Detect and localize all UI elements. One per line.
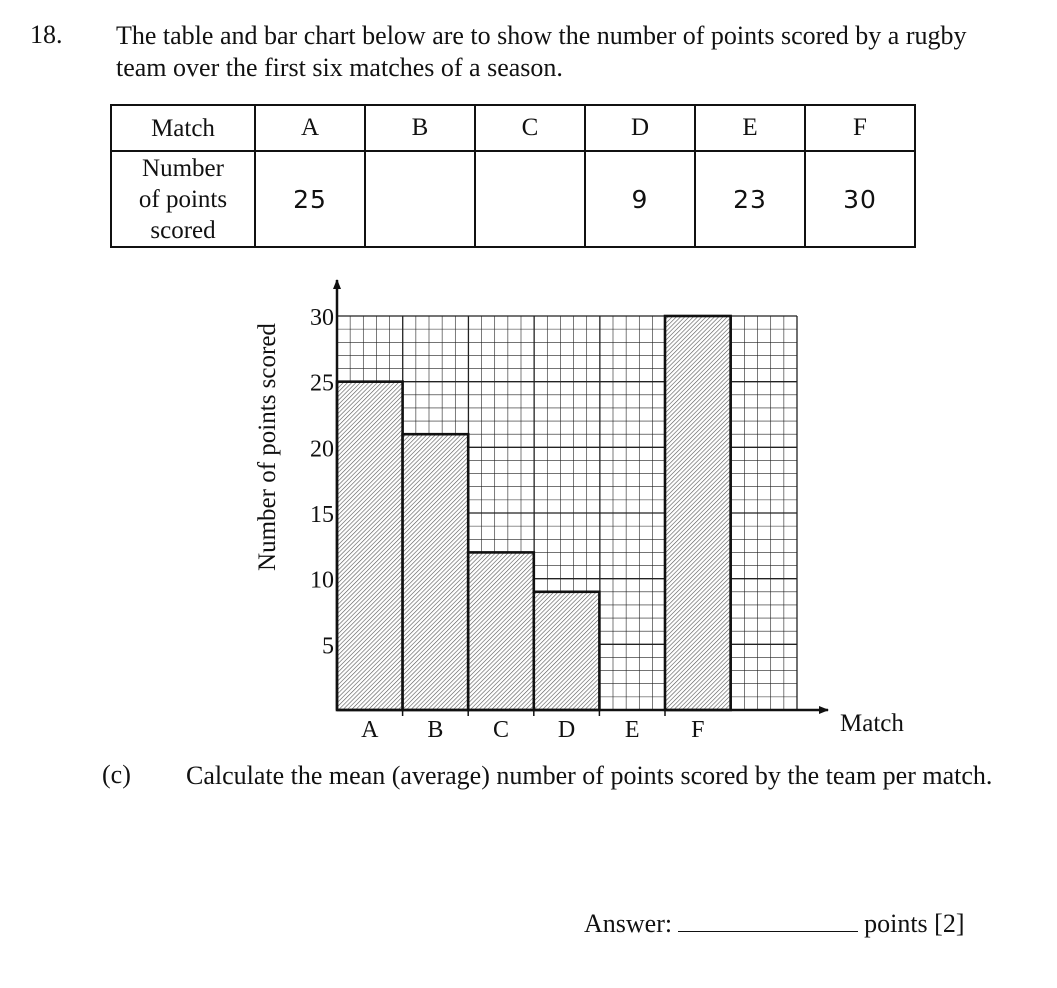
part-c-text: Calculate the mean (average) number of points scored by the team per match. bbox=[186, 761, 993, 790]
answer-prefix: Answer: bbox=[584, 909, 673, 938]
table-match-d: D bbox=[585, 105, 695, 151]
question-text: The table and bar chart below are to show the number of points scored by a rugby team over the first six matches of a season. bbox=[116, 21, 967, 82]
table-match-a: A bbox=[255, 105, 365, 151]
bar-b bbox=[403, 434, 469, 710]
y-tick-label: 10 bbox=[310, 567, 334, 594]
row-label-line-2: of points bbox=[138, 185, 228, 213]
x-axis-label: Match bbox=[840, 710, 904, 737]
part-c-label: (c) bbox=[102, 760, 131, 789]
answer-suffix: points [2] bbox=[864, 909, 965, 938]
bar-f bbox=[665, 316, 731, 710]
y-tick-label: 30 bbox=[310, 305, 334, 331]
x-tick-label: A bbox=[361, 717, 379, 743]
table-match-c: C bbox=[475, 105, 585, 151]
bar-a bbox=[337, 382, 403, 710]
y-tick-label: 20 bbox=[310, 436, 334, 463]
y-axis-label: Number of points scored bbox=[254, 323, 281, 571]
table-value-f[interactable]: 30 bbox=[805, 151, 915, 247]
x-tick-label: D bbox=[557, 717, 576, 743]
table-value-d[interactable]: 9 bbox=[585, 151, 695, 247]
bar-d bbox=[534, 592, 600, 710]
y-tick-label: 5 bbox=[322, 633, 334, 660]
row-label-line-3: scored bbox=[150, 216, 216, 244]
row-label-line-1: Number bbox=[142, 154, 224, 182]
table-match-f: F bbox=[805, 105, 915, 151]
x-tick-label: C bbox=[492, 717, 510, 743]
y-tick-label: 15 bbox=[310, 502, 334, 528]
x-tick-label: B bbox=[427, 717, 444, 743]
x-tick-label: E bbox=[624, 717, 640, 743]
answer-blank[interactable] bbox=[678, 909, 858, 932]
bar-c bbox=[468, 552, 534, 710]
x-tick-label: F bbox=[691, 717, 705, 743]
table-value-e[interactable]: 23 bbox=[695, 151, 805, 247]
table-header-label: Match bbox=[111, 105, 255, 151]
y-tick-label: 25 bbox=[310, 370, 334, 397]
table-match-e: E bbox=[695, 105, 805, 151]
question-number: 18. bbox=[30, 20, 63, 49]
table-match-b: B bbox=[365, 105, 475, 151]
table-value-a[interactable]: 25 bbox=[255, 151, 365, 247]
answer-line bbox=[584, 909, 964, 939]
